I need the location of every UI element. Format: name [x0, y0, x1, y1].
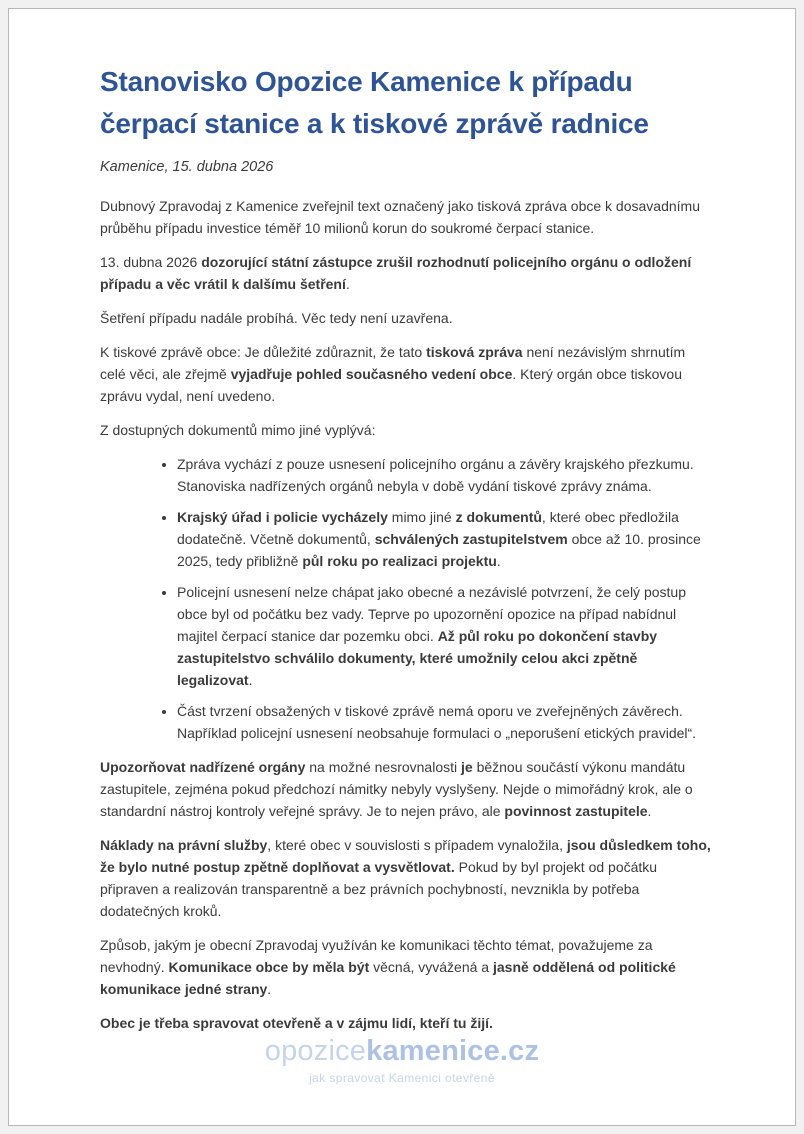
text-run: 13. dubna 2026 [100, 254, 202, 270]
bold-text-run: jasně oddělená od politické komunikace jedné strany [100, 959, 676, 997]
bullet-item [177, 581, 711, 691]
paragraph [100, 419, 711, 441]
paragraph [100, 756, 711, 822]
text-run: mimo jiné [387, 509, 456, 525]
document-title: Stanovisko Opozice Kamenice k případu čerpací stanice a k tiskové zprávě radnice [100, 66, 649, 139]
text-run: . [248, 672, 253, 688]
bullet-list [100, 453, 711, 744]
text-run: Policejní usnesení nelze chápat jako obecné a nezávislé potvrzení, že celý postup obce byl od počátku bez vady. Teprve po upozornění opozice na případ nabídnul majitel čerpací stanice dar pozemku obci. [177, 584, 686, 644]
bold-text-run: Upozorňovat nadřízené orgány [100, 759, 306, 775]
text-run: Dubnový Zpravodaj z Kamenice zveřejnil text označený jako tisková zpráva obce k dosavadnímu průběhu případu investice téměř 10 milionů korun do soukromé čerpací stanice. [100, 198, 700, 236]
text-run: Šetření případu nadále probíhá. Věc tedy není uzavřena. [100, 310, 453, 326]
logo-bold-part: kamenice.cz [366, 1035, 540, 1068]
text-run: není nezávislým shrnutím celé věci, ale zřejmě [100, 344, 686, 382]
text-run: . [345, 276, 350, 292]
text-run: Způsob, jakým je obecní Zpravodaj využíván ke komunikaci těchto témat, považujeme za nevhodný. [100, 937, 653, 975]
text-run: na možné nesrovnalosti [305, 759, 461, 775]
footer-logo [9, 1036, 795, 1068]
paragraph [100, 307, 711, 329]
document-content [100, 61, 711, 1046]
text-run: , které obec v souvislosti s případem vynaložila, [267, 837, 567, 853]
document-page [8, 8, 796, 1126]
paragraph [100, 251, 711, 295]
paragraph [100, 195, 711, 239]
bold-text-run: je [461, 759, 473, 775]
bullet-item [177, 700, 711, 744]
text-run: Zpráva vychází z pouze usnesení policejního orgánu a závěry krajského přezkumu. Stanoviska nadřízených orgánů nebyla v době vydání tiskové zprávy známa. [177, 456, 694, 494]
footer-tagline: jak spravovat Kamenici otevřeně [309, 1071, 495, 1085]
bold-text-run: Krajský úřad i policie vycházely [177, 509, 388, 525]
bold-text-run: dozorující státní zástupce zrušil rozhodnutí policejního orgánu o odložení případu a věc vrátil k dalšímu šetření [100, 254, 692, 292]
logo-light-part: opozice [264, 1035, 367, 1068]
paragraph [100, 1012, 711, 1034]
document-body [100, 195, 711, 1034]
text-run: Z dostupných dokumentů mimo jiné vyplývá: [100, 422, 376, 438]
bold-text-run: Náklady na právní služby [100, 837, 268, 853]
dateline: Kamenice, 15. dubna 2026 [100, 159, 274, 175]
bold-text-run: schválených zastupitelstvem [374, 531, 568, 547]
bold-text-run: povinnost zastupitele [504, 803, 648, 819]
bullet-item [177, 453, 711, 497]
paragraph [100, 341, 711, 407]
paragraph [100, 934, 711, 1000]
text-run: . [647, 803, 652, 819]
paragraph [100, 834, 711, 922]
text-run: K tiskové zprávě obce: Je důležité zdůraznit, že tato [100, 344, 427, 360]
bullet-item [177, 506, 711, 572]
footer-logo-block [9, 1036, 795, 1085]
text-run: Pokud by byl projekt od počátku připraven a realizován transparentně a bez právních pochybností, nevznikla by potřeba dodatečných kroků. [100, 859, 658, 919]
text-run: věcná, vyvážená a [369, 959, 493, 975]
text-run: Část tvrzení obsažených v tiskové zprávě nemá oporu ve zveřejněných závěrech. Například policejní usnesení neobsahuje formulaci o „neporušení etických pravidel“. [177, 703, 697, 741]
bold-text-run: vyjadřuje pohled současného vedení obce [230, 366, 513, 382]
bold-text-run: z dokumentů [455, 509, 542, 525]
text-run: , které obec předložila dodatečně. Včetně dokumentů, [177, 509, 679, 547]
bold-text-run: Komunikace obce by měla být [168, 959, 370, 975]
text-run: . Který orgán obce tiskovou zprávu vydal, není uvedeno. [100, 366, 683, 404]
bold-text-run: jsou důsledkem toho, že bylo nutné postup zpětně doplňovat a vysvětlovat. [100, 837, 711, 875]
text-run: . [267, 981, 272, 997]
bold-text-run: půl roku po realizaci projektu [302, 553, 497, 569]
text-run: . [496, 553, 501, 569]
bold-text-run: tisková zpráva [426, 344, 523, 360]
bold-text-run: Obec je třeba spravovat otevřeně a v zájmu lidí, kteří tu žijí. [100, 1015, 493, 1031]
bold-text-run: Až půl roku po dokončení stavby zastupitelstvo schválilo dokumenty, které umožnily celou akci zpětně legalizovat [177, 628, 658, 688]
text-run: obce až 10. prosince 2025, tedy přibližně [177, 531, 701, 569]
text-run: běžnou součástí výkonu mandátu zastupitele, zejména pokud předchozí námitky nebyly vyslyšeny. Nejde o mimořádný krok, ale o standardní nástroj kontroly veřejné správy. Je to nejen právo, ale [100, 759, 693, 819]
